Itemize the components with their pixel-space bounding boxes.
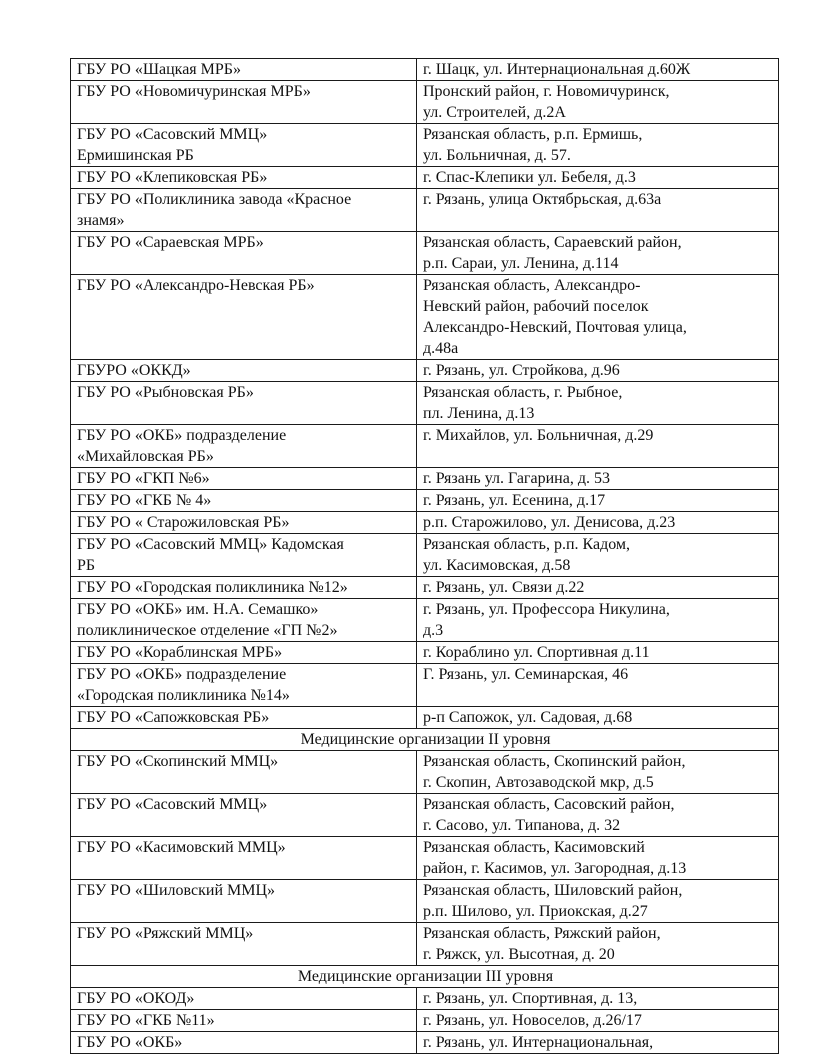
- address-cell: [417, 275, 779, 360]
- address-line: г. Рязань, ул. Есенина, д.17: [423, 492, 606, 509]
- table-row: [71, 707, 779, 729]
- organization-name-cell: [71, 360, 417, 382]
- table-row: [71, 124, 779, 167]
- address-line: Рязанская область, р.п. Кадом,: [423, 536, 631, 553]
- table-row: [71, 167, 779, 189]
- organization-name-line: «Михайловская РБ»: [77, 448, 214, 465]
- address-line: Рязанская область, Сараевский район,: [423, 234, 682, 251]
- organization-name-line: РБ: [77, 557, 96, 574]
- organization-name-cell: [71, 707, 417, 729]
- address-line: г. Рязань ул. Гагарина, д. 53: [423, 470, 610, 487]
- address-line: Рязанская область, Сасовский район,: [423, 796, 675, 813]
- section-title: Медицинские организации II уровня: [71, 729, 779, 751]
- table-row: [71, 490, 779, 512]
- address-line: г. Рязань, ул. Профессора Никулина,: [423, 601, 670, 618]
- table-row: [71, 642, 779, 664]
- organization-name-cell: [71, 923, 417, 966]
- address-line: г. Ряжск, ул. Высотная, д. 20: [423, 946, 615, 963]
- organization-name-line: знамя»: [77, 212, 125, 229]
- organization-name-cell: [71, 751, 417, 794]
- address-cell: [417, 988, 779, 1010]
- address-cell: [417, 81, 779, 124]
- table-row: [71, 988, 779, 1010]
- address-line: г. Рязань, ул. Спортивная, д. 13,: [423, 990, 638, 1007]
- section-title: Медицинские организации III уровня: [71, 966, 779, 988]
- organization-name-line: ГБУ РО «Сапожковская РБ»: [77, 709, 270, 726]
- organization-name-cell: [71, 167, 417, 189]
- address-line: р-п Сапожок, ул. Садовая, д.68: [423, 709, 633, 726]
- organization-name-line: ГБУ РО «ОКОД»: [77, 990, 195, 1007]
- organization-name-line: ГБУ РО «ГКБ №11»: [77, 1012, 215, 1029]
- address-cell: [417, 167, 779, 189]
- organization-name-line: ГБУРО «ОККД»: [77, 362, 191, 379]
- organization-name-line: ГБУ РО «ОКБ» подразделение: [77, 427, 287, 444]
- address-line: д.48а: [423, 340, 459, 357]
- address-line: г. Рязань, ул. Интернациональная,: [423, 1034, 654, 1051]
- organization-name-cell: [71, 382, 417, 425]
- organization-name-line: ГБУ РО «Сасовский ММЦ»: [77, 126, 268, 143]
- address-line: Александро-Невский, Почтовая улица,: [423, 319, 687, 336]
- organization-name-cell: [71, 534, 417, 577]
- organization-name-line: «Городская поликлиника №14»: [77, 687, 290, 704]
- organization-name-cell: [71, 468, 417, 490]
- organization-name-cell: [71, 577, 417, 599]
- table-row: [71, 577, 779, 599]
- address-cell: [417, 707, 779, 729]
- table-row: [71, 534, 779, 577]
- table-row: [71, 189, 779, 232]
- organization-name-cell: [71, 232, 417, 275]
- organization-name-line: ГБУ РО «Кораблинская МРБ»: [77, 644, 283, 661]
- organization-name-line: ГБУ РО «Сасовский ММЦ» Кадомская: [77, 536, 344, 553]
- organization-name-line: ГБУ РО «Новомичуринская МРБ»: [77, 83, 311, 100]
- address-cell: [417, 425, 779, 468]
- address-line: Невский район, рабочий поселок: [423, 298, 649, 315]
- table-row: [71, 81, 779, 124]
- address-cell: [417, 360, 779, 382]
- address-line: ул. Строителей, д.2А: [423, 104, 566, 121]
- organization-name-line: ГБУ РО «ОКБ»: [77, 1034, 183, 1051]
- section-header-row: [71, 966, 779, 988]
- organization-name-line: ГБУ РО «Ряжский ММЦ»: [77, 925, 254, 942]
- organization-name-line: ГБУ РО «Сасовский ММЦ»: [77, 796, 268, 813]
- address-cell: [417, 189, 779, 232]
- address-cell: [417, 490, 779, 512]
- address-line: Рязанская область, Ряжский район,: [423, 925, 661, 942]
- address-cell: [417, 923, 779, 966]
- organization-name-cell: [71, 988, 417, 1010]
- table-row: [71, 232, 779, 275]
- organization-name-cell: [71, 124, 417, 167]
- table-row: [71, 599, 779, 642]
- address-cell: [417, 1032, 779, 1054]
- table-row: [71, 425, 779, 468]
- address-line: Рязанская область, Александро-: [423, 277, 641, 294]
- organization-name-cell: [71, 189, 417, 232]
- address-cell: [417, 512, 779, 534]
- organization-name-line: ГБУ РО «Шацкая МРБ»: [77, 61, 241, 78]
- table-row: [71, 794, 779, 837]
- organization-name-line: ГБУ РО « Старожиловская РБ»: [77, 514, 290, 531]
- address-cell: [417, 664, 779, 707]
- address-cell: [417, 1010, 779, 1032]
- address-line: Пронский район, г. Новомичуринск,: [423, 83, 670, 100]
- organization-name-line: ГБУ РО «Городская поликлиника №12»: [77, 579, 348, 596]
- table-row: [71, 923, 779, 966]
- table-row: [71, 468, 779, 490]
- address-line: г. Скопин, Автозаводской мкр, д.5: [423, 774, 654, 791]
- address-cell: [417, 794, 779, 837]
- organization-name-cell: [71, 490, 417, 512]
- table-row: [71, 880, 779, 923]
- organization-name-line: ГБУ РО «ОКБ» им. Н.А. Семашко»: [77, 601, 319, 618]
- organization-name-line: ГБУ РО «Александро-Невская РБ»: [77, 277, 315, 294]
- address-cell: [417, 124, 779, 167]
- organization-name-cell: [71, 275, 417, 360]
- organization-name-line: ГБУ РО «Касимовский ММЦ»: [77, 839, 286, 856]
- table-row: [71, 751, 779, 794]
- organization-name-cell: [71, 794, 417, 837]
- organization-name-line: ГБУ РО «Поликлиника завода «Красное: [77, 191, 352, 208]
- organization-name-cell: [71, 512, 417, 534]
- address-cell: [417, 599, 779, 642]
- organization-name-line: поликлиническое отделение «ГП №2»: [77, 622, 338, 639]
- table-row: [71, 1010, 779, 1032]
- address-line: г. Рязань, улица Октябрьская, д.63а: [423, 191, 662, 208]
- organization-name-cell: [71, 81, 417, 124]
- address-cell: [417, 59, 779, 81]
- table-row: [71, 59, 779, 81]
- address-line: г. Рязань, ул. Новоселов, д.26/17: [423, 1012, 642, 1029]
- table-row: [71, 837, 779, 880]
- table-row: [71, 512, 779, 534]
- organization-name-cell: [71, 664, 417, 707]
- organization-name-line: ГБУ РО «ГКП №6»: [77, 470, 210, 487]
- table-row: [71, 360, 779, 382]
- organization-name-cell: [71, 425, 417, 468]
- address-line: Рязанская область, Шиловский район,: [423, 882, 683, 899]
- address-line: д.3: [423, 622, 444, 639]
- address-line: г. Михайлов, ул. Больничная, д.29: [423, 427, 654, 444]
- address-line: Г. Рязань, ул. Семинарская, 46: [423, 666, 629, 683]
- address-line: г. Шацк, ул. Интернациональная д.60Ж: [423, 61, 691, 78]
- address-cell: [417, 382, 779, 425]
- address-line: Рязанская область, Скопинский район,: [423, 753, 686, 770]
- organization-name-cell: [71, 59, 417, 81]
- address-line: район, г. Касимов, ул. Загородная, д.13: [423, 860, 687, 877]
- address-line: р.п. Сараи, ул. Ленина, д.114: [423, 255, 619, 272]
- address-cell: [417, 468, 779, 490]
- address-line: г. Кораблино ул. Спортивная д.11: [423, 644, 650, 661]
- address-cell: [417, 751, 779, 794]
- address-line: г. Сасово, ул. Типанова, д. 32: [423, 817, 621, 834]
- address-cell: [417, 642, 779, 664]
- address-line: Рязанская область, г. Рыбное,: [423, 384, 623, 401]
- address-cell: [417, 232, 779, 275]
- table-body: [71, 59, 779, 1054]
- table-row: [71, 382, 779, 425]
- section-header-row: [71, 729, 779, 751]
- address-line: ул. Касимовская, д.58: [423, 557, 571, 574]
- organization-name-cell: [71, 1010, 417, 1032]
- address-cell: [417, 577, 779, 599]
- organization-name-cell: [71, 1032, 417, 1054]
- organization-name-line: ГБУ РО «Клепиковская РБ»: [77, 169, 268, 186]
- table-row: [71, 275, 779, 360]
- address-line: г. Рязань, ул. Связи д.22: [423, 579, 585, 596]
- address-line: Рязанская область, Касимовский: [423, 839, 645, 856]
- address-line: р.п. Старожилово, ул. Денисова, д.23: [423, 514, 676, 531]
- organization-name-line: ГБУ РО «Рыбновская РБ»: [77, 384, 254, 401]
- organization-name-line: ГБУ РО «Скопинский ММЦ»: [77, 753, 279, 770]
- organization-name-line: ГБУ РО «Шиловский ММЦ»: [77, 882, 276, 899]
- organization-name-cell: [71, 837, 417, 880]
- organization-name-cell: [71, 642, 417, 664]
- address-line: пл. Ленина, д.13: [423, 405, 535, 422]
- address-line: ул. Больничная, д. 57.: [423, 147, 571, 164]
- organization-name-cell: [71, 599, 417, 642]
- address-line: г. Рязань, ул. Стройкова, д.96: [423, 362, 620, 379]
- address-cell: [417, 837, 779, 880]
- medical-organizations-table: [70, 58, 779, 1054]
- address-cell: [417, 880, 779, 923]
- organization-name-cell: [71, 880, 417, 923]
- organization-name-line: ГБУ РО «ГКБ № 4»: [77, 492, 212, 509]
- table-row: [71, 1032, 779, 1054]
- organization-name-line: ГБУ РО «ОКБ» подразделение: [77, 666, 287, 683]
- organization-name-line: Ермишинская РБ: [77, 147, 194, 164]
- address-line: Рязанская область, р.п. Ермишь,: [423, 126, 643, 143]
- address-cell: [417, 534, 779, 577]
- document-page: [70, 58, 778, 1054]
- organization-name-line: ГБУ РО «Сараевская МРБ»: [77, 234, 264, 251]
- address-line: г. Спас-Клепики ул. Бебеля, д.3: [423, 169, 636, 186]
- table-row: [71, 664, 779, 707]
- address-line: р.п. Шилово, ул. Приокская, д.27: [423, 903, 648, 920]
